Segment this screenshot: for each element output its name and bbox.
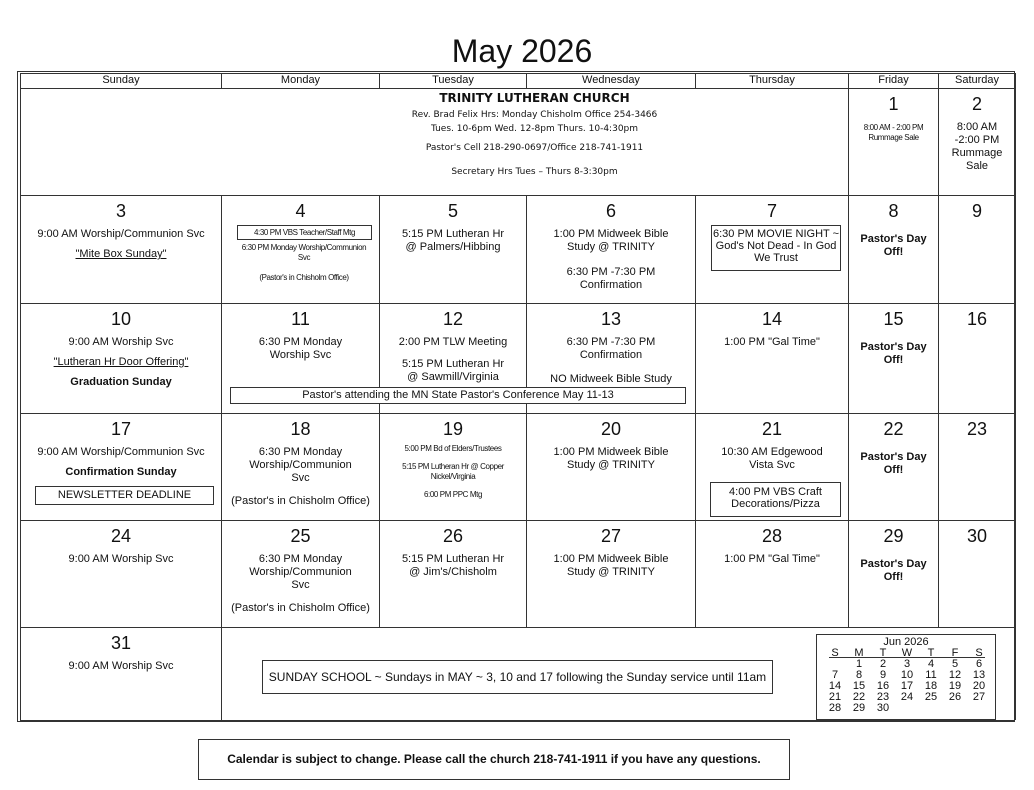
event: 6:30 PM Monday Worship Svc — [258, 336, 343, 361]
event: 1:00 PM Midweek Bible Study @ TRINITY — [553, 553, 669, 578]
mini-calendar-header: F — [951, 647, 959, 659]
mini-calendar-day — [895, 703, 919, 714]
event: "Lutheran Hr Door Offering" — [53, 356, 189, 368]
mini-calendar-title: Jun 2026 — [883, 636, 929, 648]
day-number: 6 — [605, 201, 616, 221]
mini-calendar-day: 1 — [855, 658, 863, 670]
day-number: 3 — [115, 201, 126, 221]
mini-calendar-header: T — [927, 647, 935, 659]
day-cell-25 — [222, 520, 379, 615]
event: Pastor's Day Off! — [860, 451, 927, 476]
event: 5:15 PM Lutheran Hr @ Palmers/Hibbing — [401, 228, 505, 253]
day-cell-11 — [222, 303, 379, 362]
mini-calendar-day: 8 — [855, 669, 863, 681]
day-cell-7 — [696, 195, 848, 221]
event: NO Midweek Bible Study — [550, 373, 672, 385]
day-number: 31 — [110, 633, 132, 653]
day-number: 11 — [291, 309, 310, 329]
mini-calendar-header: S — [975, 647, 983, 659]
mini-calendar-header: S — [831, 647, 839, 659]
day-number: 27 — [600, 526, 622, 546]
event: "Mite Box Sunday" — [75, 248, 167, 260]
vbs-craft-box: 4:00 PM VBS Craft Decorations/Pizza — [710, 482, 841, 517]
day-number: 18 — [290, 419, 311, 439]
day-number: 14 — [761, 309, 783, 329]
event: 6:30 PM Monday Worship/Communion Svc — [249, 446, 352, 484]
day-number: 10 — [110, 309, 132, 329]
day-number: 16 — [966, 309, 988, 329]
mini-calendar-day: 2 — [879, 658, 887, 670]
mini-calendar-day: 4 — [927, 658, 935, 670]
day-number: 1 — [888, 94, 899, 114]
newsletter-deadline-box: NEWSLETTER DEADLINE — [35, 486, 214, 505]
pastor-phone: Pastor's Cell 218-290-0697/Office 218-741-1911 — [425, 143, 644, 153]
mini-calendar-day — [943, 703, 967, 714]
event-box: 4:30 PM VBS Teacher/Staff Mtg — [237, 225, 372, 240]
day-cell-13 — [527, 303, 695, 386]
event: Pastor's Day Off! — [860, 341, 927, 366]
day-cell-4 — [222, 195, 379, 221]
weekday-wednesday: Wednesday — [582, 74, 640, 86]
church-hours-line2: Tues. 10-6pm Wed. 12-8pm Thurs. 10-4:30pm — [430, 124, 639, 134]
mini-calendar-day: 5 — [951, 658, 959, 670]
day-cell-19 — [380, 413, 526, 500]
mini-calendar-day: 25 — [924, 691, 938, 703]
mini-calendar-day: 27 — [972, 691, 986, 703]
event: (Pastor's in Chisholm Office) — [259, 273, 349, 282]
day-number: 25 — [290, 526, 311, 546]
event: 1:00 PM Midweek Bible Study @ TRINITY — [553, 228, 669, 253]
event: 9:00 AM Worship Svc — [68, 660, 174, 672]
event: Confirmation Sunday — [65, 466, 177, 478]
mini-calendar-day: 24 — [900, 691, 914, 703]
mini-calendar-grid — [823, 648, 991, 714]
calendar-title: May 2026 — [451, 33, 593, 69]
event: 9:00 AM Worship/Communion Svc — [37, 446, 205, 458]
day-cell-15 — [849, 303, 938, 367]
mini-calendar-day: 30 — [876, 702, 890, 714]
mini-calendar-day: 29 — [852, 702, 866, 714]
secretary-hours: Secretary Hrs Tues – Thurs 8-3:30pm — [451, 167, 618, 177]
mini-calendar-day: 6 — [975, 658, 983, 670]
day-cell-31 — [21, 627, 221, 673]
weekday-sunday: Sunday — [102, 74, 140, 86]
weekday-friday: Friday — [878, 74, 909, 86]
day-number: 24 — [110, 526, 132, 546]
day-number: 8 — [888, 201, 899, 221]
day-number: 22 — [883, 419, 904, 439]
day-cell-6 — [527, 195, 695, 292]
day-cell-20 — [527, 413, 695, 472]
day-cell-27 — [527, 520, 695, 579]
day-cell-9 — [939, 195, 1015, 221]
day-number: 15 — [883, 309, 904, 329]
mini-calendar-day: 20 — [972, 680, 986, 692]
event: (Pastor's in Chisholm Office) — [231, 602, 370, 614]
day-number: 21 — [761, 419, 783, 439]
day-cell-26 — [380, 520, 526, 579]
movie-night-box: 6:30 PM MOVIE NIGHT ~ God's Not Dead - In God We Trust — [711, 225, 841, 271]
day-number: 23 — [966, 419, 988, 439]
day-cell-17 — [21, 413, 221, 479]
weekday-thursday: Thursday — [749, 74, 795, 86]
grid-line — [20, 720, 1015, 721]
mini-calendar-day: 26 — [948, 691, 962, 703]
day-cell-28 — [696, 520, 848, 566]
event: Pastor's Day Off! — [860, 233, 927, 258]
mini-calendar-day: 23 — [876, 691, 890, 703]
mini-calendar-day: 12 — [948, 669, 962, 681]
mini-calendar-day: 17 — [900, 680, 914, 692]
mini-calendar-day — [967, 703, 991, 714]
day-cell-30 — [939, 520, 1015, 546]
day-cell-16 — [939, 303, 1015, 329]
day-cell-10 — [21, 303, 221, 389]
event: 6:30 PM -7:30 PM Confirmation — [566, 336, 656, 361]
day-cell-22 — [849, 413, 938, 477]
event: 6:00 PM PPC Mtg — [423, 490, 483, 499]
mini-calendar-day: 10 — [900, 669, 914, 681]
event: 10:30 AM Edgewood Vista Svc — [721, 446, 823, 471]
grid-line — [20, 73, 21, 720]
day-number: 28 — [761, 526, 783, 546]
day-cell-5 — [380, 195, 526, 254]
day-cell-8 — [849, 195, 938, 259]
mini-calendar-day: 3 — [903, 658, 911, 670]
church-hours-line1: Rev. Brad Felix Hrs: Monday Chisholm Office 254-3466 — [411, 110, 658, 120]
event: 5:00 PM Bd of Elders/Trustees — [404, 444, 502, 453]
day-cell-1 — [849, 88, 938, 143]
mini-calendar-day — [919, 703, 943, 714]
mini-calendar-day: 13 — [972, 669, 986, 681]
mini-calendar-day: 22 — [852, 691, 866, 703]
mini-calendar-day: 21 — [828, 691, 842, 703]
mini-calendar-day: 19 — [948, 680, 962, 692]
day-cell-2 — [939, 88, 1015, 173]
mini-calendar-day: 18 — [924, 680, 938, 692]
event: 8:00 AM - 2:00 PM Rummage Sale — [863, 123, 924, 142]
mini-calendar-header: W — [901, 647, 913, 659]
weekday-monday: Monday — [280, 74, 321, 86]
grid-line — [1015, 73, 1016, 720]
day-cell-29 — [849, 520, 938, 584]
day-number: 29 — [883, 526, 904, 546]
weekday-tuesday: Tuesday — [432, 74, 474, 86]
mini-calendar-header: T — [879, 647, 887, 659]
day-number: 9 — [971, 201, 982, 221]
event: 5:15 PM Lutheran Hr @ Copper Nickel/Virginia — [402, 462, 504, 481]
event: 1:00 PM "Gal Time" — [724, 553, 820, 565]
event: 6:30 PM Monday Worship/Communion Svc — [249, 553, 352, 591]
pastor-conference-banner: Pastor's attending the MN State Pastor's Conference May 11-13 — [230, 387, 686, 404]
church-info — [221, 91, 848, 178]
day-number: 7 — [766, 201, 777, 221]
event: Graduation Sunday — [70, 376, 172, 388]
mini-calendar-day: 11 — [925, 669, 937, 681]
event: Pastor's Day Off! — [860, 558, 927, 583]
event: (Pastor's in Chisholm Office) — [231, 495, 370, 507]
day-number: 30 — [966, 526, 988, 546]
mini-calendar-june — [816, 634, 996, 720]
event: 9:00 AM Worship Svc — [68, 336, 174, 348]
day-number: 13 — [600, 309, 622, 329]
mini-calendar-day: 28 — [828, 702, 842, 714]
footer-notice: Calendar is subject to change. Please call the church 218-741-1911 if you have any questions. — [198, 739, 790, 780]
day-number: 2 — [971, 94, 982, 114]
mini-calendar-day: 16 — [876, 680, 890, 692]
day-cell-12 — [380, 303, 526, 384]
mini-calendar-day: 14 — [828, 680, 842, 692]
mini-calendar-day: 7 — [831, 669, 839, 681]
sunday-school-box: SUNDAY SCHOOL ~ Sundays in MAY ~ 3, 10 and 17 following the Sunday service until 11am — [262, 660, 773, 694]
mini-calendar-header: M — [854, 647, 864, 659]
day-cell-23 — [939, 413, 1015, 439]
weekday-saturday: Saturday — [954, 74, 1000, 86]
mini-calendar-day: 15 — [852, 680, 866, 692]
day-number: 20 — [600, 419, 622, 439]
day-number: 26 — [442, 526, 464, 546]
day-cell-14 — [696, 303, 848, 349]
mini-calendar-day: 9 — [879, 669, 887, 681]
event: 6:30 PM Monday Worship/Communion Svc — [241, 243, 367, 262]
day-cell-18 — [222, 413, 379, 508]
event: 6:30 PM -7:30 PM Confirmation — [566, 266, 656, 291]
event: 1:00 PM Midweek Bible Study @ TRINITY — [553, 446, 669, 471]
event: 5:15 PM Lutheran Hr @ Sawmill/Virginia — [401, 358, 505, 383]
day-number: 12 — [442, 309, 464, 329]
day-cell-3 — [21, 195, 221, 261]
event: 9:00 AM Worship/Communion Svc — [37, 228, 205, 240]
event: 1:00 PM "Gal Time" — [724, 336, 820, 348]
day-number: 4 — [295, 201, 306, 221]
day-number: 5 — [447, 201, 458, 221]
day-number: 17 — [110, 419, 132, 439]
day-cell-24 — [21, 520, 221, 566]
event: 8:00 AM -2:00 PM Rummage Sale — [951, 121, 1003, 172]
day-number: 19 — [442, 419, 464, 439]
event: 9:00 AM Worship Svc — [68, 553, 174, 565]
event: 5:15 PM Lutheran Hr @ Jim's/Chisholm — [401, 553, 505, 578]
event: 2:00 PM TLW Meeting — [398, 336, 508, 348]
day-cell-21 — [696, 413, 848, 472]
church-name: TRINITY LUTHERAN CHURCH — [439, 91, 630, 105]
